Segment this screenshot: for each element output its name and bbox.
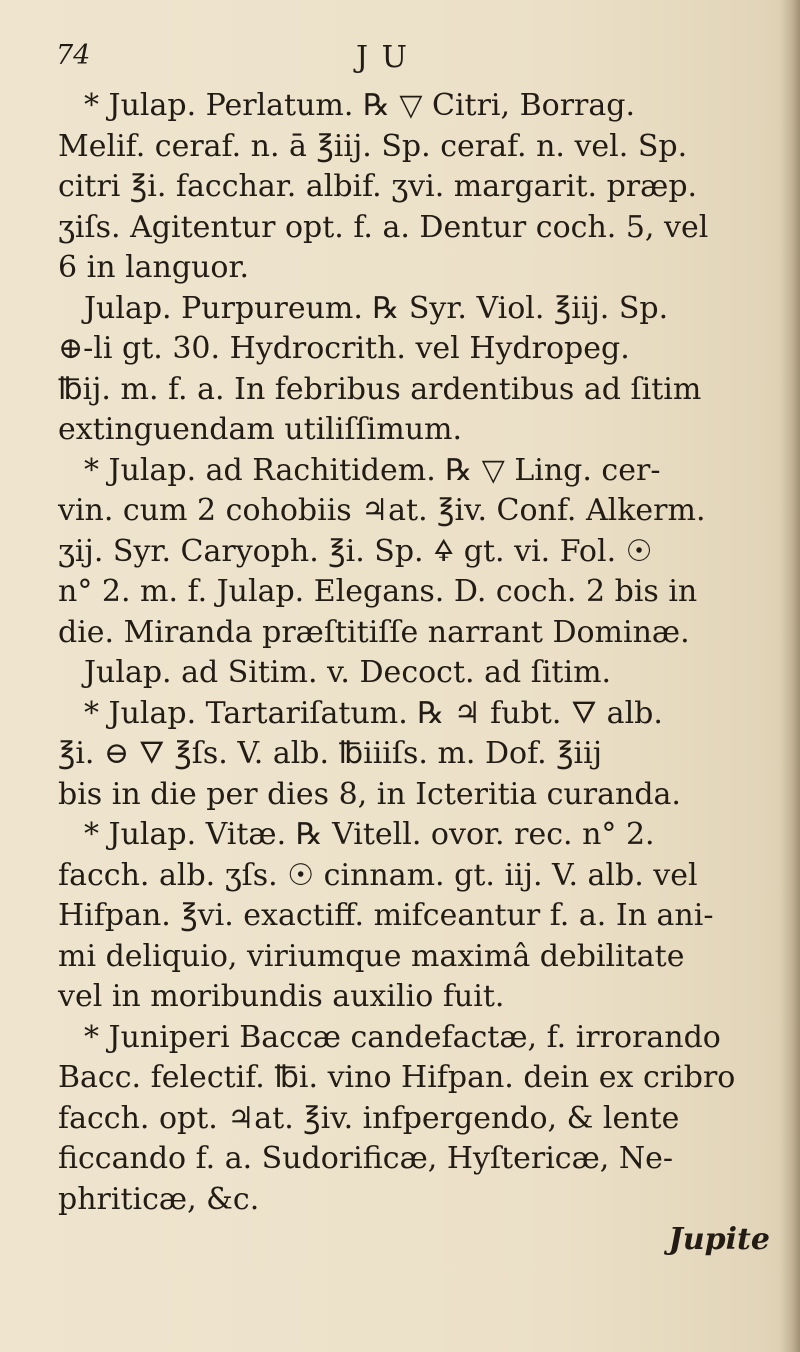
text-line: ʒiſs. Agitentur opt. f. a. Dentur coch. 5, vel	[58, 209, 709, 245]
text-line: * Julap. Tartariſatum. ℞ ♃ fubt. 🜄 alb.	[84, 695, 663, 731]
text-line: ʒij. Syr. Caryoph. ℥i. Sp. 🜍 gt. vi. Fol. ☉	[58, 533, 653, 569]
text-line: citri ℥i. facchar. albif. ʒvi. margarit. præp.	[58, 169, 698, 204]
text-line: die. Miranda præſtitiſſe narrant Dominæ.	[58, 614, 690, 650]
text-line: * Julap. Vitæ. ℞ Vitell. ovor. rec. n° 2.	[84, 817, 655, 852]
text-line: phriticæ, &c.	[58, 1181, 260, 1217]
running-head: J U	[356, 40, 409, 75]
text-line: 6 in languor.	[58, 250, 250, 285]
text-line: vel in moribundis auxilio fuit.	[58, 979, 505, 1014]
text-line: * Juniperi Baccæ candefactæ, f. irrorando	[84, 1019, 721, 1055]
text-line: * Julap. Perlatum. ℞ ▽ Citri, Borrag.	[84, 88, 636, 123]
text-line: Julap. Purpureum. ℞ Syr. Viol. ℥iij. Sp.	[84, 290, 669, 326]
text-line: ℥i. ⊖ 🜄 ℥ſs. V. alb. ℔iiiſs. m. Dof. ℥iij	[58, 736, 603, 771]
text-line: ficcando f. a. Sudorificæ, Hyſtericæ, Ne-	[58, 1141, 674, 1176]
page-body	[58, 86, 778, 1261]
text-line: Bacc. felectif. ℔i. vino Hifpan. dein ex cribro	[58, 1060, 736, 1095]
text-line: * Julap. ad Rachitidem. ℞ ▽ Ling. cer-	[84, 452, 661, 488]
text-line: mi deliquio, viriumque maximâ debilitate	[58, 938, 685, 974]
text-line: ⊕-li gt. 30. Hydrocrith. vel Hydropeg.	[58, 331, 630, 366]
text-line: facch. alb. ʒſs. ☉ cinnam. gt. iij. V. alb. vel	[58, 857, 698, 893]
text-line: ℔ij. m. f. a. In febribus ardentibus ad ſitim	[58, 371, 702, 407]
page-edge-shadow	[780, 0, 800, 1352]
text-line: bis in die per dies 8, in Icteritia curanda.	[58, 776, 681, 812]
text-line: Hifpan. ℥vi. exactiff. mifceantur f. a. In ani-	[58, 898, 714, 933]
text-line: extinguendam utiliſſimum.	[58, 412, 463, 447]
text-line: n° 2. m. f. Julap. Elegans. D. coch. 2 bis in	[58, 574, 698, 609]
catchword: Jupite	[668, 1222, 770, 1257]
page-number: 74	[56, 40, 91, 71]
text-line: facch. opt. ♃at. ℥iv. infpergendo, & lente	[58, 1100, 680, 1136]
text-line: Melif. ceraf. n. ā ℥iij. Sp. ceraf. n. vel. Sp.	[58, 128, 688, 164]
page-header	[56, 40, 756, 90]
text-line: Julap. ad Sitim. v. Decoct. ad ſitim.	[84, 655, 612, 690]
text-line: vin. cum 2 cohobiis ♃at. ℥iv. Conf. Alkerm.	[58, 493, 706, 528]
